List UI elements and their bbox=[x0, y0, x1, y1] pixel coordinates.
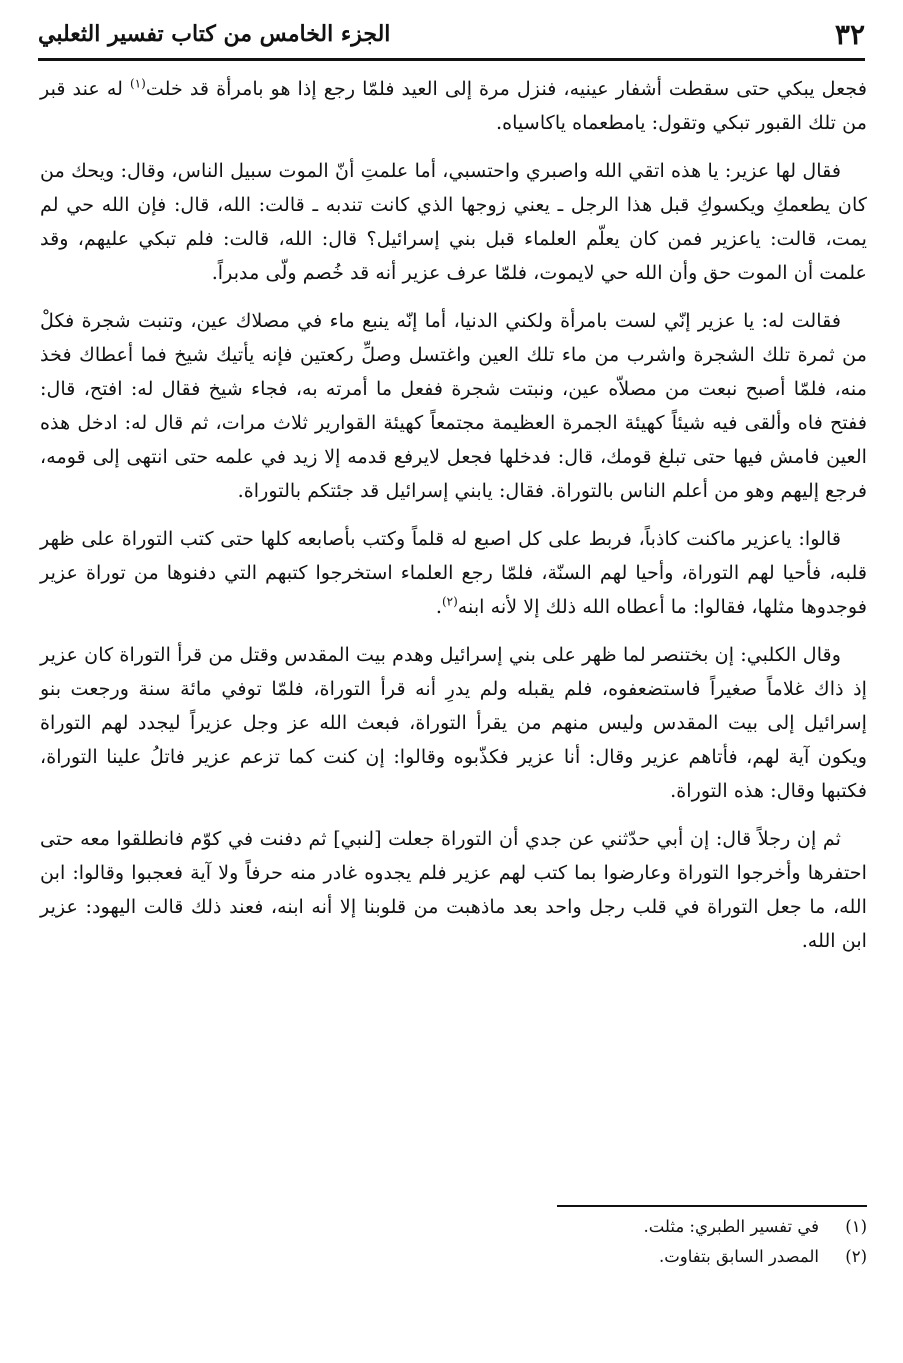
header-rule bbox=[38, 58, 865, 61]
paragraph-5: وقال الكلبي: إن بختنصر لما ظهر على بني إسرائيل وهدم بيت المقدس وقتل من قرأ التوراة كان عزير إذ ذاك غلاماً صغيراً فاستضعفوه، فلم يقبله ولم يدرِ أنه قرأ التوراة، فلمّا توفي مائة سنة ورجعت بنو إسرائيل إلى بيت المقدس وليس منهم من يقرأ التوراة، فبعث الله عز وجل عزيراً ليجدد لهم التوراة ويكون آية لهم، فأتاهم عزير وقال: أنا عزير فكذّبوه وقالوا: إن كنت كما تزعم عزير فاتلُ علينا التوراة، فكتبها وقال: هذه التوراة. bbox=[40, 643, 867, 802]
paragraph-3: فقالت له: يا عزير إنّي لست بامرأة ولكني الدنيا، أما إنّه ينبع ماء في مصلاك عين، وتنبت شجرة فكلْ من ثمرة تلك الشجرة واشرب من ماء تلك العين واغتسل وصلِّ ركعتين فإنه يأتيك شيخ فما أعطاك فخذ منه، فلمّا أصبح نبعت من مصلاّه عين، ونبتت شجرة ففعل ما أمرته به، فجاء شيخ فقال له: افتح، قال: ففتح فاه وألقى فيه شيئاً كهيئة الجمرة العظيمة مجتمعاً كهيئة القوارير ثلاث مرات، ثم قال له: ادخل هذه العين فامش فيها حتى تبلغ قومك، قال: فدخلها فجعل لايرفع قدمه إلا زيد في علمه حتى انتهى إلى قومه، فرجع إليهم وهو من أعلم الناس بالتوراة. فقال: يابني إسرائيل قد جئتكم بالتوراة. bbox=[40, 309, 868, 502]
book-title: الجزء الخامس من كتاب تفسير الثعلبي bbox=[38, 21, 391, 47]
footnote-ref-1: (١) bbox=[129, 76, 146, 91]
paragraph-1-text-a: فجعل يبكي حتى سقطت أشفار عينيه، فنزل مرة إلى العيد فلمّا رجع إذا هو بامرأة قد خلت bbox=[145, 77, 867, 100]
footnote-marker: (١) bbox=[845, 1217, 867, 1236]
footnote-2 bbox=[40, 1242, 867, 1272]
footnotes bbox=[40, 1212, 867, 1272]
paragraph-1 bbox=[40, 72, 867, 140]
paragraph-6: ثم إن رجلاً قال: إن أبي حدّثني عن جدي أن التوراة جعلت [لنبي] ثم دفنت في كوّم فانطلقوا معه حتى احتفرها وأخرجوا التوراة وعارضوا بما كتب لهم عزير فلم يجدوه غادر منه حرفاً ولا آية فعجبوا وقالوا: ابن الله، ما جعل التوراة في قلب رجل واحد بعد ماذهبت من قلوبنا إلا أنه ابنه، فعند ذلك قالت اليهود: عزير ابن الله. bbox=[40, 827, 867, 952]
footnote-rule bbox=[557, 1205, 867, 1207]
footnote-1 bbox=[40, 1212, 867, 1242]
main-text bbox=[40, 72, 867, 972]
paragraph-4-text-a: قالوا: ياعزير ماكنت كاذباً، فربط على كل اصبع له قلماً وكتب بأصابعه كلها حتى كتب التوراة على ظهر قلبه، فأحيا لهم التوراة، وأحيا لهم السنّة، فلمّا رجع العلماء استخرجوا كتبهم التي دفنوها من توراة عزير فوجدوها مثلها، فقالوا: ما أعطاه الله ذلك إلا لأنه ابنه bbox=[40, 527, 867, 618]
paragraph-2: فقال لها عزير: يا هذه اتقي الله واصبري واحتسبي، أما علمتِ أنّ الموت سبيل الناس، وقال: ويحك من كان يطعمكِ ويكسوكِ قبل هذا الرجل ـ يعني زوجها الذي كانت تندبه ـ قالت: الله، قال: فإن الله حي لم يمت، قالت: ياعزير فمن كان يعلّم العلماء قبل بني إسرائيل؟ قال: الله، قالت: فلم تبكي عليهم، وقد علمت أن الموت حق وأن الله حي لايموت، فلمّا عرف عزير أنه قد خُصم ولّى مدبراً. bbox=[40, 159, 867, 284]
paragraph-1-text-b: له عند قبر من تلك القبور تبكي وتقول: يامطعماه ياكاسياه. bbox=[40, 77, 867, 134]
page-number: ٣٢ bbox=[834, 17, 865, 51]
footnote-ref-2: (٢) bbox=[441, 594, 458, 609]
footnote-text: المصدر السابق بتفاوت. bbox=[659, 1247, 819, 1266]
footnote-text: في تفسير الطبري: مثلت. bbox=[643, 1217, 819, 1236]
footnote-marker: (٢) bbox=[845, 1247, 867, 1266]
running-header bbox=[38, 14, 865, 54]
paragraph-4-text-b: . bbox=[435, 595, 442, 618]
paragraph-4 bbox=[40, 522, 867, 624]
